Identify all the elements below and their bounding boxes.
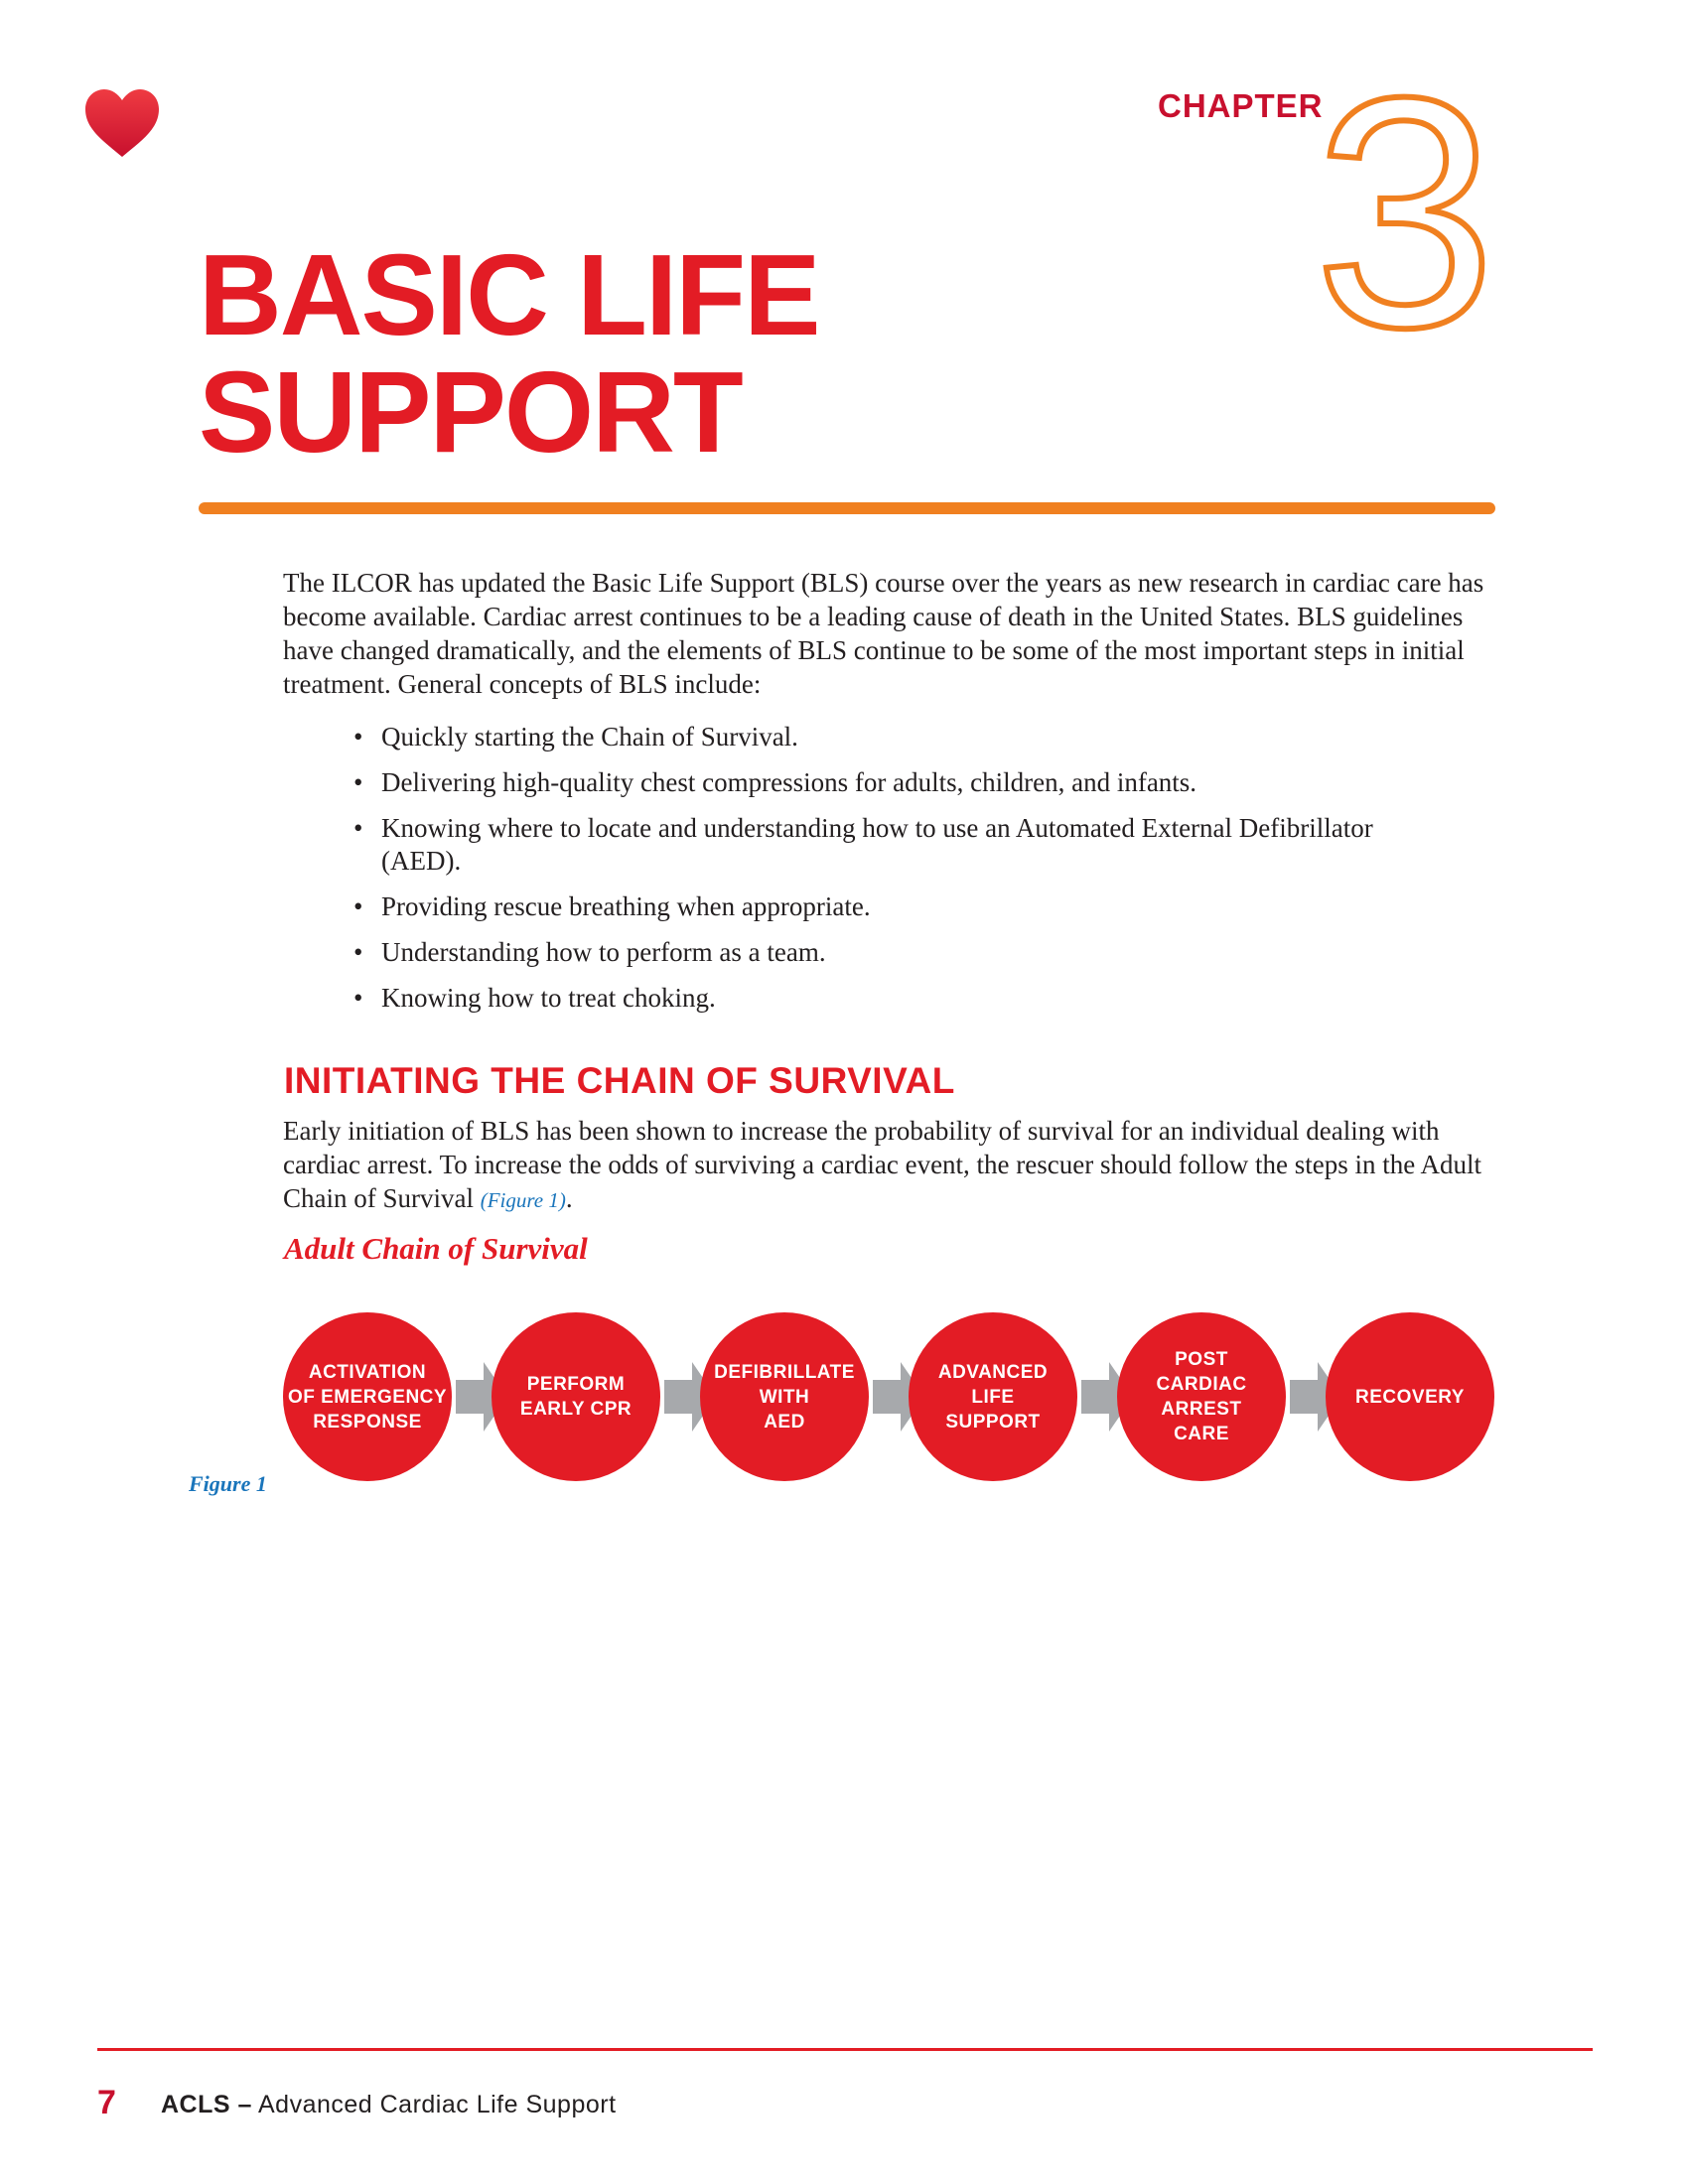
section-heading: INITIATING THE CHAIN OF SURVIVAL [284,1060,955,1101]
section-body-text: Early initiation of BLS has been shown to increase the probability of survival for an individual dealing with cardiac arrest. To increase the odds of surviving a cardiac event, the rescuer should follow the steps in the Adult Chain of Survival [283,1116,1481,1213]
chain-step-advanced-life-support: ADVANCED LIFE SUPPORT [909,1312,1077,1481]
page-number: 7 [97,2084,116,2121]
figure-reference-link[interactable]: (Figure 1) [480,1188,566,1212]
list-item: • Understanding how to perform as a team. [348,936,1440,969]
footer-acronym: ACLS – [161,2091,252,2118]
footer-course-title: Advanced Cardiac Life Support [257,2091,617,2118]
list-item: • Knowing how to treat choking. [348,982,1440,1015]
figure-label: Figure 1 [189,1471,267,1496]
concepts-list [348,721,1440,1027]
chapter-title [199,230,819,477]
section-paragraph [283,1114,1514,1217]
chain-of-survival-diagram [283,1312,1494,1486]
list-item: • Quickly starting the Chain of Survival. [348,721,1440,753]
chain-step-cpr: PERFORM EARLY CPR [492,1312,660,1481]
list-item: • Delivering high-quality chest compressions for adults, children, and infants. [348,766,1440,799]
intro-paragraph: The ILCOR has updated the Basic Life Support (BLS) course over the years as new research in cardiac care has become available. Cardiac arrest continues to be a leading cause of death in the United States. BLS guidelines have changed dramatically, and the elements of BLS continue to be some of the most important steps in initial treatment. General concepts of BLS include: [283,568,1484,699]
chapter-number-text: 3 [1314,69,1496,357]
section-body-end: . [565,1183,573,1213]
chain-step-post-arrest-care: POST CARDIAC ARREST CARE [1117,1312,1286,1481]
chapter-label: CHAPTER [1158,87,1324,124]
title-divider [199,502,1495,514]
heart-icon [83,87,161,159]
chapter-title-line1: BASIC LIFE [199,230,819,359]
chapter-title-line2: SUPPORT [199,347,742,477]
chain-step-activation: ACTIVATION OF EMERGENCY RESPONSE [283,1312,452,1481]
chain-step-recovery: RECOVERY [1326,1312,1494,1481]
list-item: • Providing rescue breathing when appropriate. [348,890,1440,923]
chain-title: Adult Chain of Survival [284,1231,588,1266]
chain-step-defibrillate: DEFIBRILLATE WITH AED [700,1312,869,1481]
footer-title [161,2091,617,2119]
list-item: • Knowing where to locate and understanding how to use an Automated External Defibrillator (AED). [348,812,1440,878]
chapter-number [1291,69,1519,357]
footer-divider [97,2048,1593,2051]
